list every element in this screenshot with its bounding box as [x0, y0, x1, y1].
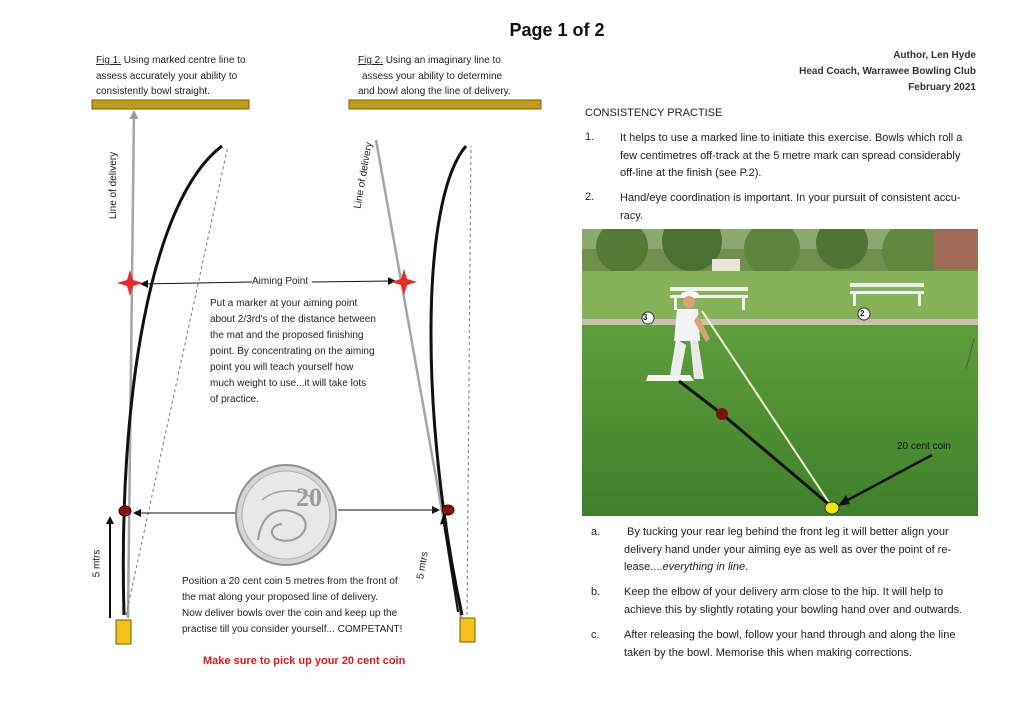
fig2-dotted-line	[467, 146, 471, 615]
tip-a-line: By tucking your rear leg behind the front leg it will better align your	[624, 526, 949, 538]
fig1-delivery-line	[128, 112, 134, 618]
fig1-caption-line3: consistently bowl straight.	[96, 86, 210, 97]
tip-c-line: After releasing the bowl, follow your hand through and along the line	[624, 629, 956, 641]
fig2-caption-line3: and bowl along the line of delivery.	[358, 86, 511, 97]
aim-instructions-line: point you will teach yourself how	[210, 362, 354, 373]
author-date: February 2021	[908, 82, 976, 93]
coin-instructions-line: practise till you consider yourself... COMPETANT!	[182, 624, 403, 635]
tip-b-text	[624, 584, 962, 619]
tip-letter: b.	[591, 586, 601, 598]
aiming-arrow-right	[312, 281, 394, 282]
tip-a-emphasis: everything in line	[662, 561, 746, 573]
twenty-cent-coin-icon	[236, 465, 336, 565]
fig1-coin-dot	[119, 506, 131, 516]
author-role: Head Coach, Warrawee Bowling Club	[799, 66, 976, 77]
aim-instructions-line: Put a marker at your aiming point	[210, 298, 358, 309]
item-1-line: off-line at the finish (see P.2).	[620, 167, 762, 179]
item-2-line: Hand/eye coordination is important. In your pursuit of consistent accu-	[620, 192, 961, 204]
item-1-line: few centimetres off-track at the 5 metre mark can spread considerably	[620, 149, 961, 162]
tip-letter: a.	[591, 526, 601, 538]
bowler-photo	[582, 229, 978, 516]
section-title: CONSISTENCY PRACTISE	[585, 107, 723, 119]
fig2-five-mtrs-label: 5 mtrs	[415, 550, 431, 581]
fig2-aiming-marker	[391, 269, 417, 295]
aim-instructions-line: of practice.	[210, 394, 259, 405]
aim-instructions-line: about 2/3rd's of the distance between	[210, 314, 376, 325]
fig2-caption-line1: Using an imaginary line to	[383, 55, 501, 66]
fig2-caption-line2: assess your ability to determine	[362, 70, 503, 82]
aim-instructions-line: much weight to use...it will take lots	[210, 378, 367, 389]
coin-instructions-line: Now deliver bowls over the coin and keep up the	[182, 608, 398, 619]
fig2-mat	[460, 618, 475, 642]
aiming-arrow-left	[142, 282, 252, 284]
item-number: 2.	[585, 191, 595, 203]
aim-instructions-line: point. By concentrating on the aiming	[210, 346, 375, 357]
tip-a-line: delivery hand under your aiming eye as well as over the point of re-	[624, 543, 952, 556]
tip-letter: c.	[591, 629, 600, 641]
item-2-line: racy.	[620, 209, 644, 222]
tip-c-text	[624, 627, 955, 662]
fig2-bowl-path	[431, 146, 466, 615]
tip-a-line3: lease....	[624, 561, 663, 573]
tip-b-line: Keep the elbow of your delivery arm close to the hip. It will help to	[624, 586, 944, 598]
fig2-line-of-delivery-label: Line of delivery	[352, 141, 375, 210]
fig1-caption-line2: assess accurately your ability to	[96, 70, 238, 82]
fig1-target-bar	[92, 100, 249, 109]
coin-instructions-line: the mat along your proposed line of delivery.	[182, 592, 379, 603]
item-1-line: It helps to use a marked line to initiate this exercise. Bowls which roll a	[620, 132, 963, 144]
fig2-coin-dot	[442, 505, 454, 515]
tip-b-line: achieve this by slightly rotating your bowling hand over and outwards.	[624, 603, 963, 616]
tip-a-text	[624, 524, 951, 577]
coin-label: 20 cent coin	[897, 441, 951, 452]
fig1-caption-line1: Using marked centre line to	[121, 55, 246, 66]
tip-c-line: taken by the bowl. Memorise this when making corrections.	[624, 646, 912, 659]
aim-instructions-line: the mat and the proposed finishing	[210, 330, 364, 341]
fig1-bowl-path	[123, 146, 222, 615]
coin-instructions	[182, 574, 402, 638]
coin-instructions-line: Position a 20 cent coin 5 metres from the front of	[182, 576, 398, 587]
tip-a-period: .	[745, 561, 749, 573]
item-number: 1.	[585, 131, 595, 143]
fig2-label: Fig 2.	[358, 55, 384, 66]
coin-reminder: Make sure to pick up your 20 cent coin	[203, 655, 406, 667]
fig1-line-of-delivery-label: Line of delivery	[108, 151, 120, 220]
bowler-photo-scene	[582, 229, 978, 516]
fig2-measure-arrow	[443, 518, 458, 612]
tip-a-line	[624, 559, 951, 577]
fig1-mat	[116, 620, 131, 644]
author-name: Author, Len Hyde	[893, 50, 976, 61]
aiming-point-label: Aiming Point	[252, 276, 309, 287]
fig1-five-mtrs-label: 5 mtrs	[91, 549, 103, 578]
page-title: Page 1 of 2	[509, 20, 605, 40]
item-2-text	[620, 190, 961, 225]
rink-number-left: 3	[643, 313, 648, 322]
fig2-target-bar	[349, 100, 541, 109]
fig1-label: Fig 1.	[96, 55, 122, 66]
rink-number-right: 2	[860, 309, 865, 318]
fig1-aiming-marker	[117, 270, 143, 296]
author-block	[799, 48, 976, 96]
aim-instructions	[210, 296, 376, 408]
item-1-text	[620, 130, 962, 183]
coin-numeral: 20	[296, 483, 322, 512]
